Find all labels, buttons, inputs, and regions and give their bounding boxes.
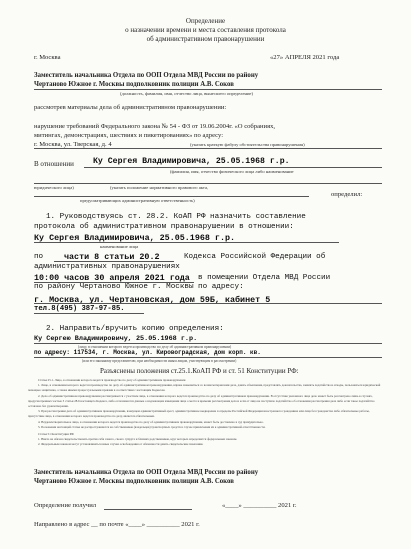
rights-text: [28, 378, 383, 448]
item1-line-1: 1. Руководствуясь ст. 28.2. КоАП РФ назначить составление: [46, 213, 306, 221]
item1-article-underline: [54, 261, 174, 262]
sent-line: Направлено в адрес __ по почте «____» __________ 2021 г.: [34, 521, 200, 528]
rights-heading: Разъяснены положения ст.25.1.КоАП РФ и ст. 51 Конституции РФ:: [100, 367, 299, 375]
review-line: рассмотрев материалы дела об административном правонарушении:: [34, 104, 227, 111]
document-subtitle-2: об административном правонарушении: [146, 35, 265, 43]
received-date: «____» __________ 2021 г.: [222, 502, 297, 509]
signature-line-2: Чертаново Южное г. Москвы подполковник полиции А.В. Соков: [34, 478, 234, 485]
document-title: Определение: [185, 17, 226, 25]
article51-title: Статья 51 Конституции РФ: [38, 432, 74, 437]
item1-name: Ку Сергея Владимировича, 25.05.1968 г.р.: [34, 233, 236, 243]
article51-line: 2. Федеральным законом могут устанавливаться иные случаи освобождения от обязанности давать свидетельские показания.: [38, 442, 204, 447]
violation-line-2: митингах, демонстрациях, шествиях и пикетированиях» по адресу:: [34, 132, 224, 139]
violation-underline: [34, 148, 382, 149]
person-underline-3: [34, 196, 309, 197]
violation-caption: (указать краткую фабулу обстоятельства правонарушения): [190, 141, 305, 147]
rights-paragraph: 1. Лицо, в отношении которого ведется производство по делу об административном правонарушении, вправе знакомиться со всеми материалами дела, давать объяснения, представлять доказательства, заявлять ходатайства и отводы, пользоваться юридической помощью защитника, а также иными процессуальными правами в соответствии с настоящим Кодексом.: [28, 383, 381, 393]
rights-paragraph: 4. Неудовлетворительное лицо, в отношении которого ведется производство по делу об административном правонарушении, может быть доставлено в суд принудительно.: [38, 419, 264, 424]
document-subtitle-1: о назначении времени и места составления протокола: [125, 26, 286, 34]
item2-caption-1: (лицу, в отношении которого ведется производство по делу об административном правонарушении): [78, 344, 232, 349]
item1-article-suffix: Кодекса Российской Федерации об: [184, 253, 326, 261]
rights-paragraph: 2. Дело об административном правонарушении рассматривается с участием лица, в отношении которого ведется производство по делу об административном правонарушении. В отсутствие указанного лица дело может быть рассмотрено лишь в случаях, предусмотренных частью 3 статьи 28.6 настоящего Кодекса, либо если имеются данные о надлежащем извещении лица о месте и времени рассмотрения дела и если от лица не поступило ходатайство об отложении рассмотрения дела либо если такое ходатайство оставлено без удовлетворения.: [28, 393, 375, 409]
violation-line-3: г. Москва, ул. Тверская, д. 4: [34, 141, 112, 148]
person-underline-2: [34, 183, 382, 184]
violation-line-1: нарушение требований Федерального закона № 54 - ФЗ от 19.06.2004г. «О собраниях,: [34, 123, 276, 130]
signature-line-1: Заместитель начальника Отдела по ООП Отдела МВД России по району: [34, 469, 259, 476]
item1-phone: тел.8(495) 387-97-85.: [34, 305, 125, 313]
item1-name-caption: наименование лица: [100, 243, 139, 249]
official-caption: (должность, фамилия, имя, отчество лица, вынесшего определение): [120, 91, 253, 96]
item2-caption-2: (или его законному представителю, при необходимости иным лицам, участвующим в рассмотрении): [82, 358, 237, 363]
item1-article-prefix: по: [34, 253, 44, 261]
person-name: Ку Сергея Владимировича, 25.05.1968 г.р.: [93, 157, 290, 166]
person-underline: [84, 167, 382, 168]
official-line-2: Чертаново Южное г. Москвы подполковник полиции А.В. Соков: [34, 81, 234, 88]
item1-admin-line: административных правонарушениях: [34, 263, 180, 271]
item1-time: 10:00 часов 30 апреля 2021 года: [34, 273, 190, 283]
item1-district-line: по району Чертаново Южное г. Москвы по адресу:: [34, 283, 244, 291]
item2-line-1: 2. Направить/вручить копию определения:: [46, 325, 224, 333]
determined-label: определил:: [331, 191, 363, 198]
rights-paragraph: Статья 25.1. Лицо, в отношении которого ведется производство по делу об административном правонарушении: [38, 378, 186, 382]
person-caption-3: предусматривающих административную ответственность): [80, 198, 195, 203]
item1-line-2: протокола об административном правонарушении в отношении:: [34, 223, 294, 231]
person-prefix: В отношении: [34, 160, 74, 168]
item1-address-underline: [34, 303, 382, 304]
rights-paragraph: 5. Положения настоящей статьи не распространяются на собственников (владельцев) транспортных средств в случае привлечения их к административной ответственности.: [38, 424, 266, 429]
item2-address: по адресу: 117534, г. Москва, ул. Кировоградская, дом корп. кв.: [34, 349, 261, 356]
item1-phone-underline: [34, 313, 144, 314]
person-caption-1: (фамилия, имя, отчество физического лица либо наименование: [170, 169, 294, 174]
received-signature-line: [104, 509, 192, 510]
received-label: Определение получил: [34, 502, 97, 509]
city: г. Москва: [34, 54, 61, 61]
item2-name: Ку Сергею Владимировичу, 25.05.1968 г.р.: [34, 335, 198, 343]
item1-address: г. Москва, ул. Чертановская, дом 59Б, кабинет 5: [34, 295, 271, 305]
item1-name-underline: [34, 242, 339, 243]
item1-time-suffix: в помещении Отдела МВД России: [198, 274, 331, 282]
article51-line: 1. Никто не обязан свидетельствовать против себя самого, своего супруга и близких родственников, круг которых определяется федеральным законом.: [38, 437, 238, 442]
item1-article: части 8 статьи 20.2: [64, 252, 160, 262]
person-caption-2-right: (указать положение нормативного правового акта,: [110, 185, 209, 190]
official-underline: [34, 89, 382, 90]
official-line-1: Заместитель начальника Отдела по ООП Отдела МВД России по району: [34, 72, 259, 79]
person-caption-2-left: юридического лица): [34, 185, 74, 190]
rights-paragraph: 3. При рассмотрении дела об административном правонарушении, влекущем административный арест, административное выдворение за пределы Российской Федерации иностранного гражданина или лица без гражданства либо обязательные работы, присутствие лица, в отношении которого ведется производство по делу, является обязательным.: [28, 409, 370, 419]
document-date: «27» АПРЕЛЯ 2021 года: [270, 54, 340, 61]
